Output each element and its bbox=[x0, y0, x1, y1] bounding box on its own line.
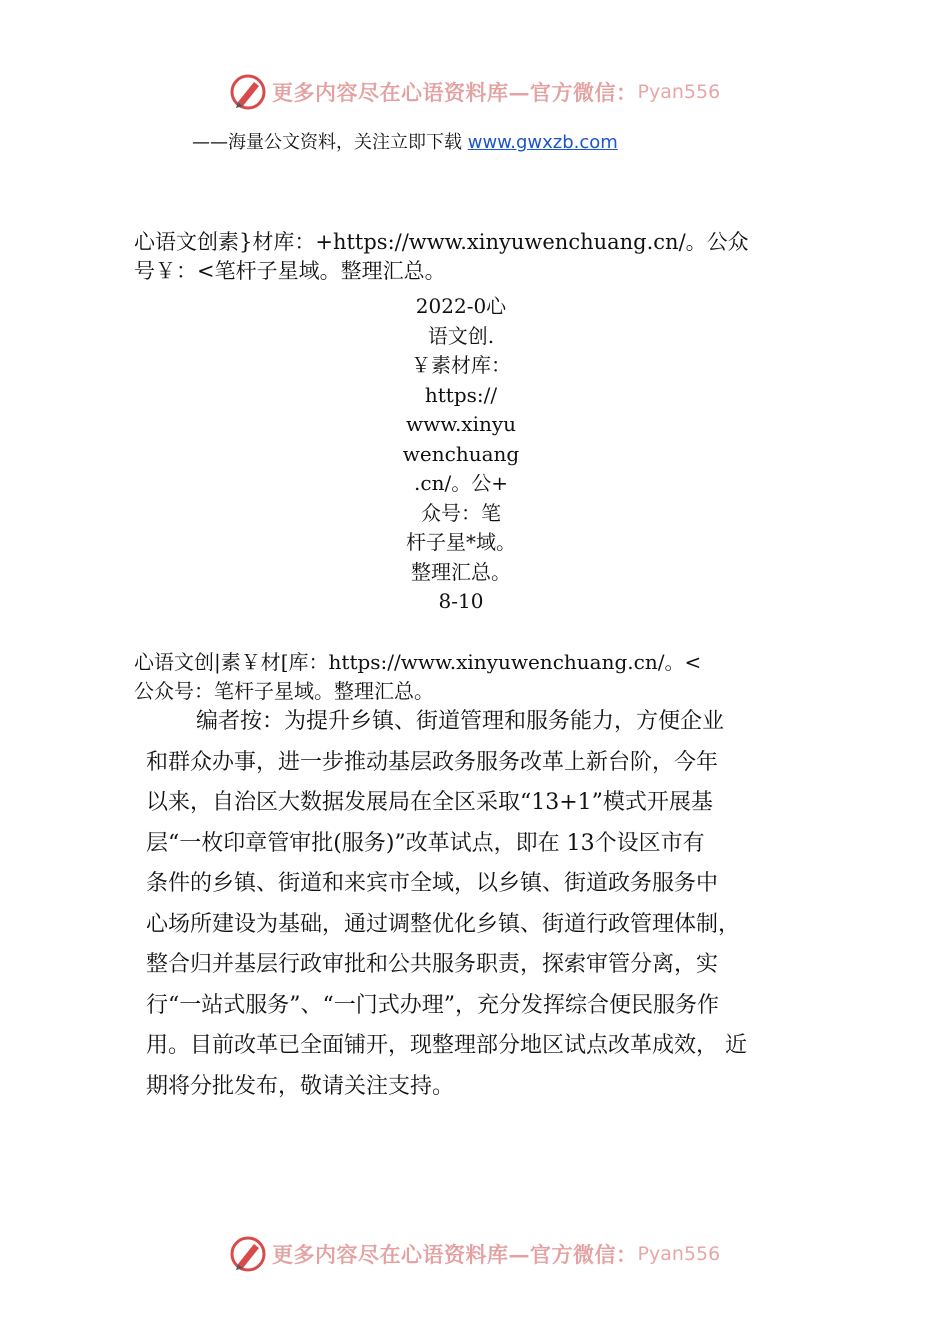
text-line: 号￥：<笔杆子星域。整理汇总。 bbox=[134, 259, 446, 283]
banner-main-text: 更多内容尽在心语资料库—官方微信： bbox=[272, 80, 638, 105]
date-column-block bbox=[400, 292, 522, 617]
text-line: .cn/。公+ bbox=[414, 471, 508, 495]
text-line: 整理汇总。 bbox=[411, 559, 511, 584]
text-line: 公众号：笔杆子星域。整理汇总。 bbox=[134, 679, 434, 703]
text-line: 层“一枚印章管审批(服务)”改革试点，即在 13个设区市有 bbox=[146, 830, 705, 856]
text-line: 心语文创|素￥材[库：https://www.xinyuwenchuang.cn/。< bbox=[134, 650, 702, 674]
banner-wechat-id: Pyan556 bbox=[637, 81, 721, 103]
download-subline bbox=[192, 128, 792, 154]
text-line: https:// bbox=[424, 382, 498, 407]
pen-logo-icon bbox=[228, 1234, 268, 1274]
header-banner bbox=[228, 70, 728, 114]
text-line: 心场所建设为基础，通过调整优化乡镇、街道行政管理体制， bbox=[146, 911, 741, 937]
text-line: 条件的乡镇、街道和来宾市全域，以乡镇、街道政务服务中 bbox=[146, 871, 719, 896]
text-line: 语文创. bbox=[427, 323, 495, 348]
watermark-paragraph-2 bbox=[134, 648, 834, 706]
text-line: 以来，自治区大数据发展局在全区采取“13+1”模式开展基 bbox=[146, 790, 713, 815]
text-line: 和群众办事，进一步推动基层政务服务改革上新台阶，今年 bbox=[146, 749, 719, 775]
text-line: 杆子星*域。 bbox=[406, 530, 516, 554]
text-line: 整合归并基层行政审批和公共服务职责，探索审管分离，实 bbox=[146, 952, 719, 977]
text-line: wenchuang bbox=[402, 441, 520, 466]
text-line: ￥素材库： bbox=[411, 353, 511, 377]
subline-prefix: ——海量公文资料，关注立即下载 bbox=[192, 132, 468, 153]
text-line: 2022-0心 bbox=[415, 294, 507, 318]
editor-note-paragraph bbox=[146, 702, 826, 1107]
text-line: 行“一站式服务”、“一门式办理”，充分发挥综合便民服务作 bbox=[146, 992, 719, 1018]
text-line: 心语文创素}材库：+https://www.xinyuwenchuang.cn/。公众 bbox=[134, 230, 749, 254]
banner-wechat-id: Pyan556 bbox=[637, 1243, 721, 1265]
text-line: 8-10 bbox=[438, 589, 484, 613]
banner-main-text: 更多内容尽在心语资料库—官方微信： bbox=[272, 1242, 638, 1267]
text-line: 众号：笔 bbox=[421, 500, 501, 525]
download-link[interactable]: www.gwxzb.com bbox=[467, 132, 618, 153]
watermark-paragraph-1 bbox=[134, 228, 834, 286]
footer-banner bbox=[228, 1232, 728, 1276]
text-line: 期将分批发布，敬请关注支持。 bbox=[146, 1073, 455, 1099]
pen-logo-icon bbox=[228, 72, 268, 112]
text-line: 编者按：为提升乡镇、街道管理和服务能力，方便企业 bbox=[196, 709, 725, 734]
text-line: 用。目前改革已全面铺开，现整理部分地区试点改革成效， 近 bbox=[146, 1033, 747, 1058]
text-line: www.xinyu bbox=[405, 412, 517, 436]
